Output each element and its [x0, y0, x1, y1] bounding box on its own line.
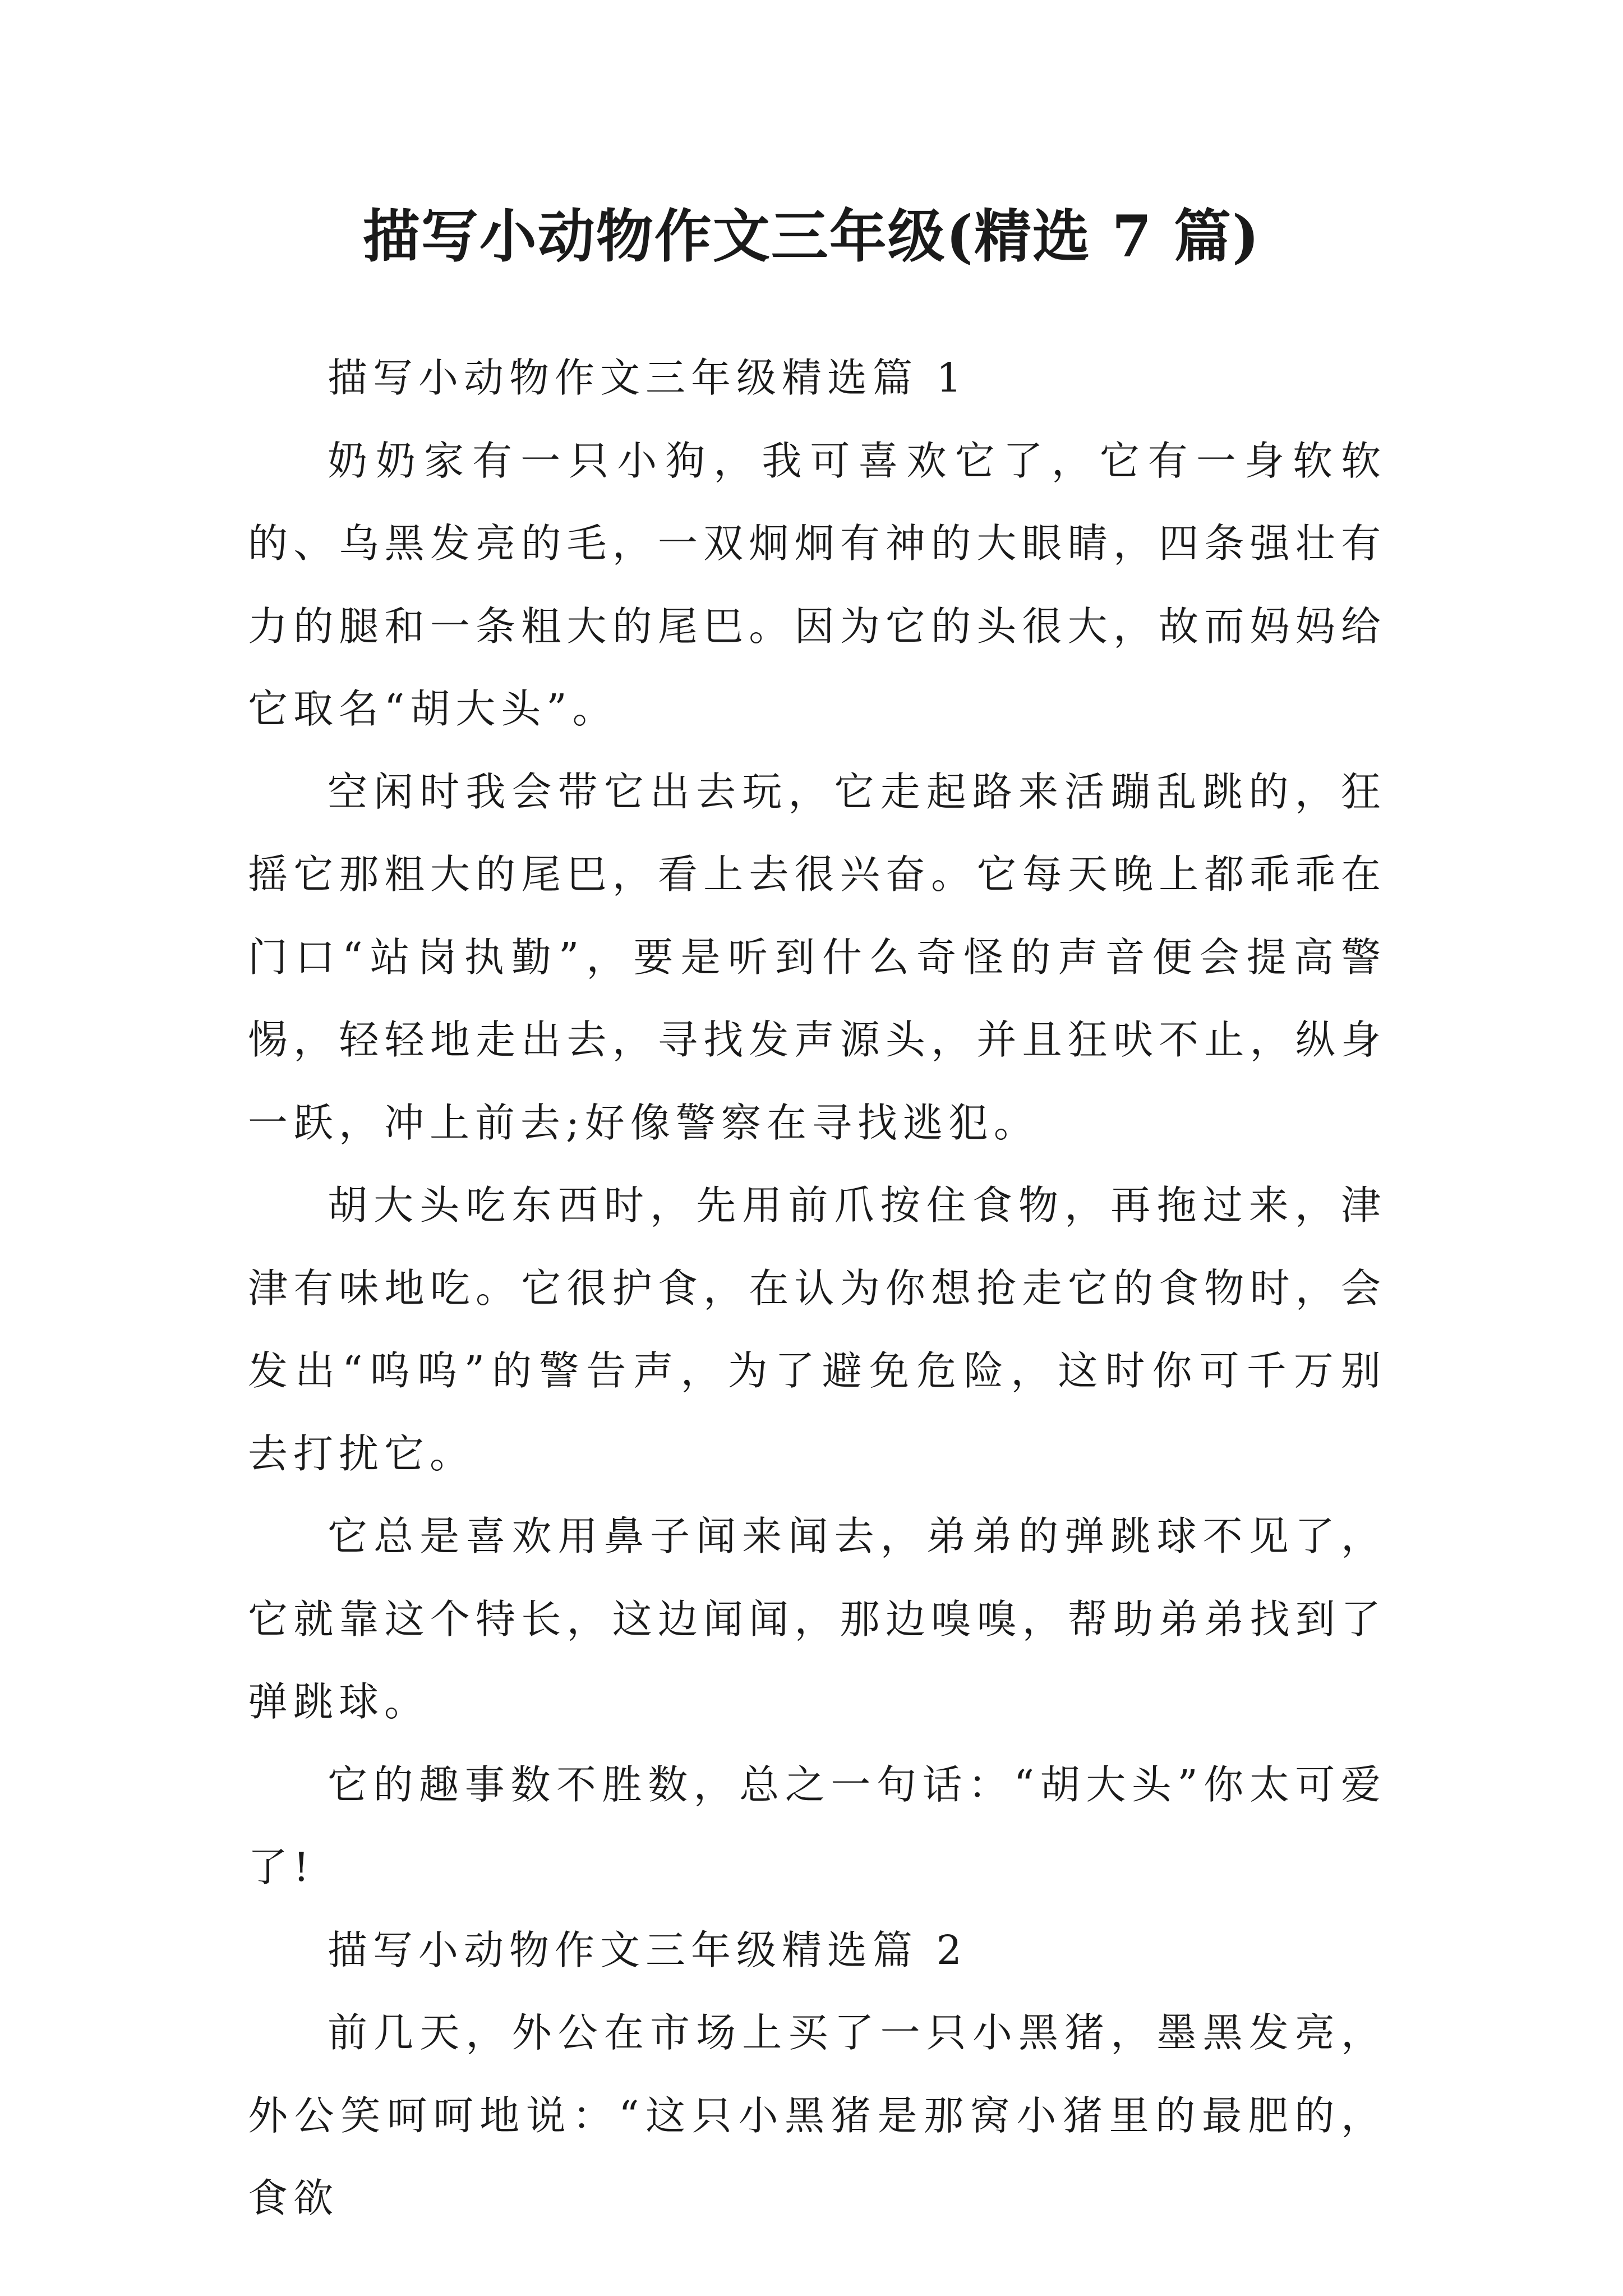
section-heading-1: 描写小动物作文三年级精选篇 1 — [328, 355, 967, 401]
document-title: 描写小动物作文三年级(精选 7 篇) — [362, 203, 1261, 270]
paragraph: 奶奶家有一只小狗，我可喜欢它了，它有一身软软的、乌黑发亮的毛，一双炯炯有神的大眼睛，四条强壮有力的腿和一条粗大的尾巴。因为它的头很大，故而妈妈给它取名“胡大头”。 — [248, 437, 1386, 732]
paragraph: 胡大头吃东西时，先用前爪按住食物，再拖过来，津津有味地吃。它很护食，在认为你想抢走它的食物时，会发出“呜呜”的警告声，为了避免危险，这时你可千万别去打扰它。 — [248, 1182, 1386, 1477]
document-body — [248, 337, 1386, 2240]
section-heading-2: 描写小动物作文三年级精选篇 2 — [328, 1926, 967, 1973]
paragraph: 空闲时我会带它出去玩，它走起路来活蹦乱跳的，狂摇它那粗大的尾巴，看上去很兴奋。它每天晚上都乖乖在门口“站岗执勤”，要是听到什么奇怪的声音便会提高警惕，轻轻地走出去，寻找发声源头，并且狂吠不止，纵身一跃，冲上前去;好像警察在寻找逃犯。 — [248, 768, 1386, 1146]
paragraph: 它的趣事数不胜数，总之一句话：“胡大头”你太可爱了! — [248, 1761, 1386, 1890]
paragraph: 它总是喜欢用鼻子闻来闻去，弟弟的弹跳球不见了，它就靠这个特长，这边闻闻，那边嗅嗅，帮助弟弟找到了弹跳球。 — [248, 1513, 1386, 1725]
paragraph: 前几天，外公在市场上买了一只小黑猪，墨黑发亮，外公笑呵呵地说：“这只小黑猪是那窝小猪里的最肥的，食欲 — [248, 2009, 1386, 2221]
